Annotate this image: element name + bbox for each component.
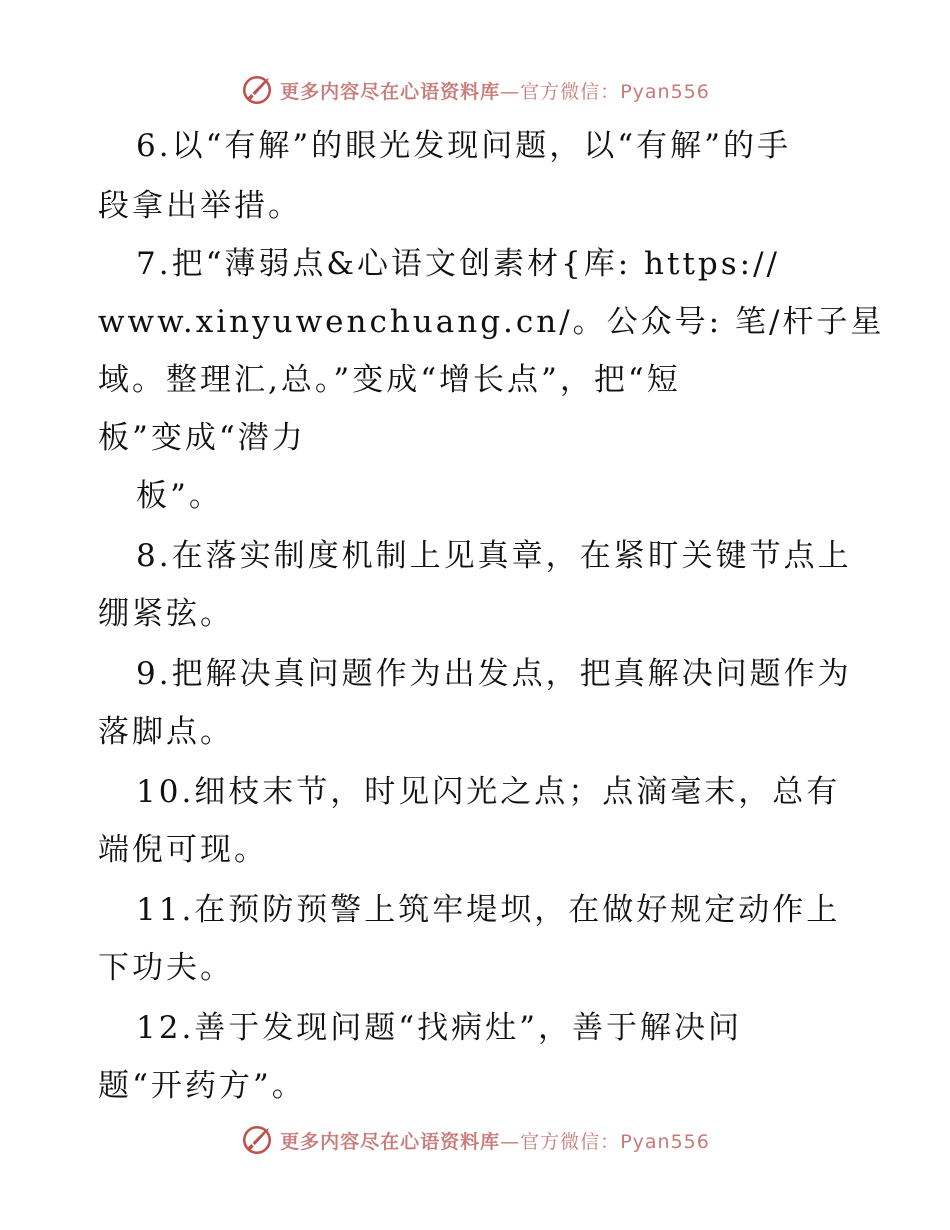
watermark-main-text: 更多内容尽在心语资料库 xyxy=(280,1130,501,1153)
paragraph-10-line-1: 10.细枝末节，时见闪光之点；点滴毫末，总有 xyxy=(136,774,841,810)
paragraph-8-line-1: 8.在落实制度机制上见真章，在紧盯关键节点上 xyxy=(136,538,852,574)
watermark-text xyxy=(280,77,710,104)
watermark-wechat-id: Pyan556 xyxy=(620,80,710,103)
watermark-main-text: 更多内容尽在心语资料库 xyxy=(280,80,501,103)
quill-pen-logo-icon xyxy=(240,1123,274,1157)
paragraph-9-line-2: 落脚点。 xyxy=(98,714,234,750)
paragraph-7-line-4: 板”变成“潜力 xyxy=(98,420,306,456)
watermark-official-label: 官方微信： xyxy=(520,80,621,103)
paragraph-7-line-3: 域。整理汇,总。”变成“增长点”，把“短 xyxy=(98,362,681,398)
quill-pen-logo-icon xyxy=(240,73,274,107)
watermark-group xyxy=(240,73,710,107)
watermark-separator: — xyxy=(500,80,521,103)
paragraph-10-line-2: 端倪可现。 xyxy=(98,832,268,868)
watermark-banner-bottom xyxy=(0,1122,950,1158)
paragraph-6-line-2: 段拿出举措。 xyxy=(98,188,302,224)
paragraph-7-line-1: 7.把“薄弱点&心语文创素材{库: https:// xyxy=(136,246,781,282)
paragraph-7-line-2: www.xinyuwenchuang.cn/。公众号: 笔/杆子星 xyxy=(98,304,885,340)
watermark-text xyxy=(280,1127,710,1154)
paragraph-6-line-1: 6.以“有解”的眼光发现问题，以“有解”的手 xyxy=(136,128,791,164)
paragraph-9-line-1: 9.把解决真问题作为出发点，把真解决问题作为 xyxy=(136,656,852,692)
watermark-separator: — xyxy=(500,1130,521,1153)
paragraph-11-line-1: 11.在预防预警上筑牢堤坝，在做好规定动作上 xyxy=(136,892,841,928)
watermark-wechat-id: Pyan556 xyxy=(620,1130,710,1153)
paragraph-12-line-1: 12.善于发现问题“找病灶”，善于解决问 xyxy=(136,1010,742,1046)
paragraph-12-line-2: 题“开药方”。 xyxy=(98,1068,306,1104)
watermark-group xyxy=(240,1123,710,1157)
paragraph-8-line-2: 绷紧弦。 xyxy=(98,596,234,632)
watermark-banner-top xyxy=(0,72,950,108)
paragraph-11-line-2: 下功夫。 xyxy=(98,950,234,986)
watermark-official-label: 官方微信： xyxy=(520,1130,621,1153)
paragraph-7-line-5: 板”。 xyxy=(136,478,223,514)
